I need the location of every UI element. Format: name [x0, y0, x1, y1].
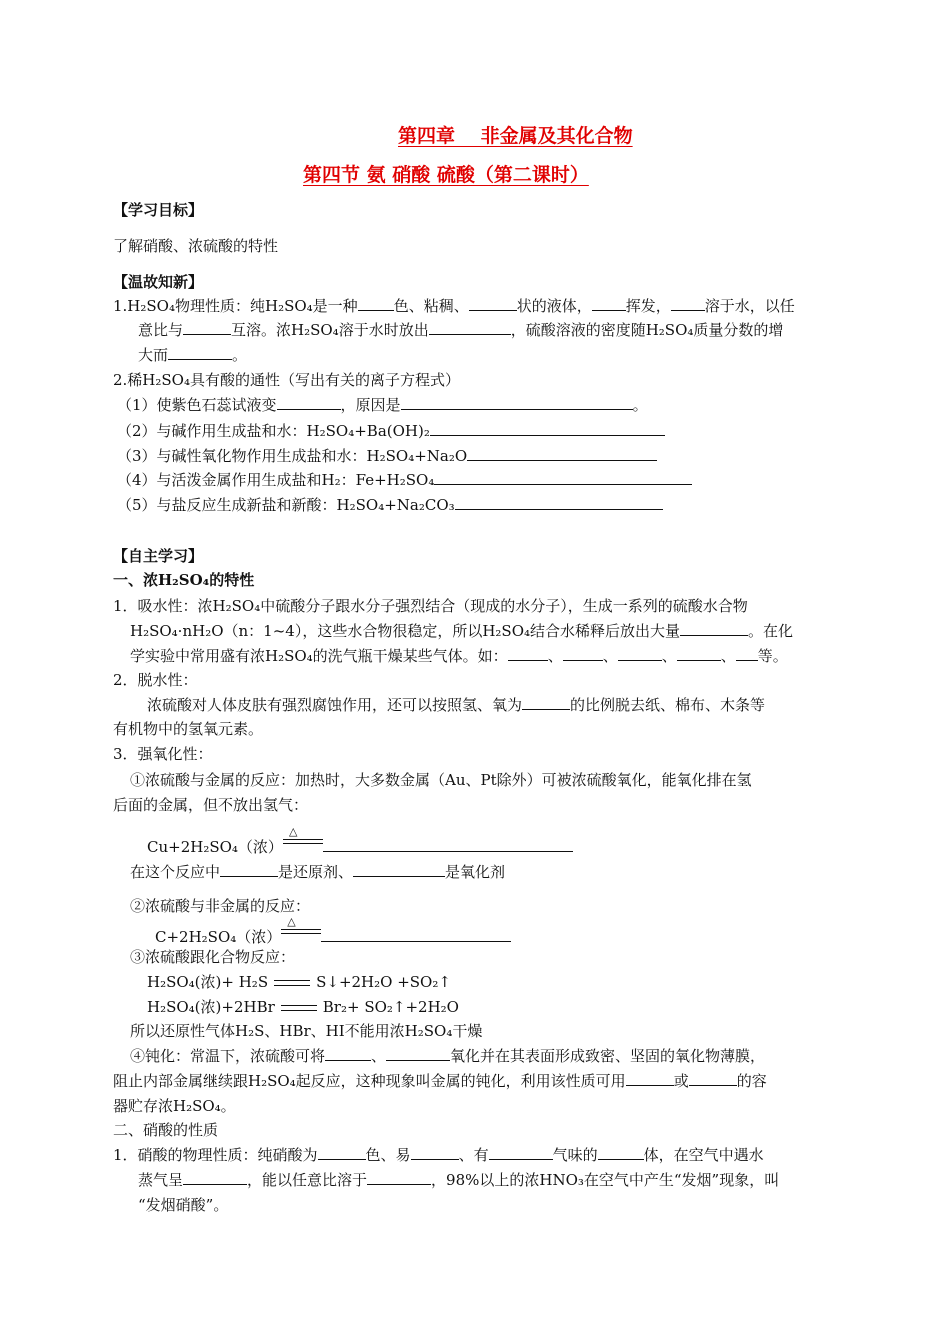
- part1-heading: 一、浓H₂SO₄的特性: [113, 571, 255, 589]
- review-q1-line1: 1.H₂SO₄物理性质：纯H₂SO₄是一种 色、粘稠、 状的液体， 挥发， 溶于水，以任: [113, 297, 795, 315]
- equals-sign: [274, 980, 310, 986]
- nonmetal-heading: ②浓硫酸与非金属的反应：: [130, 897, 311, 915]
- blank[interactable]: [183, 1170, 247, 1185]
- blank[interactable]: [367, 1170, 431, 1185]
- blank[interactable]: [469, 296, 517, 311]
- blank[interactable]: [563, 646, 603, 661]
- chapter-title: 第四章 非金属及其化合物: [398, 125, 633, 147]
- blank[interactable]: [220, 862, 278, 877]
- heat-condition-arrow: [281, 915, 321, 942]
- passivation-line2: 阻止内部金属继续跟H₂SO₄起反应，这种现象叫金属的钝化，利用该性质可用 或 的容: [113, 1072, 767, 1090]
- blank[interactable]: [508, 646, 548, 661]
- objectives-heading: 【学习目标】: [113, 201, 204, 219]
- oxidize-metal-line2: 后面的金属，但不放出氢气：: [113, 796, 309, 814]
- dehydrate-heading: 2．脱水性：: [113, 671, 198, 689]
- objectives-text: 了解硝酸、浓硫酸的特性: [113, 237, 279, 255]
- absorb-line3: 学实验中常用盛有浓H₂SO₄的洗气瓶干燥某些气体。如： 、 、 、 、 等。: [130, 647, 788, 665]
- nitric-line2: 蒸气呈 ，能以任意比溶于 ，98%以上的浓HNO₃在空气中产生“发烟”现象，叫: [138, 1171, 780, 1189]
- blank[interactable]: [455, 495, 663, 510]
- blank[interactable]: [677, 646, 721, 661]
- nitric-line3: “发烟硝酸”。: [138, 1196, 229, 1214]
- c-equation: C+2H₂SO₄（浓） △: [155, 922, 511, 947]
- absorb-line1: 1．吸水性：浓H₂SO₄中硫酸分子跟水分子强烈结合（现成的水分子），生成一系列的硫酸水合物: [113, 597, 748, 615]
- blank[interactable]: [429, 320, 511, 335]
- blank[interactable]: [318, 1145, 366, 1160]
- blank[interactable]: [358, 296, 394, 311]
- blank[interactable]: [323, 837, 573, 852]
- passivation-line3: 器贮存浓H₂SO₄。: [113, 1097, 236, 1115]
- review-q2-item5: （5）与盐反应生成新盐和新酸：H₂SO₄+Na₂CO₃: [117, 495, 663, 515]
- blank[interactable]: [386, 1046, 450, 1061]
- review-q2-item3: （3）与碱性氧化物作用生成盐和水：H₂SO₄+Na₂O: [117, 446, 657, 466]
- blank[interactable]: [598, 1145, 644, 1160]
- review-q2-item4: （4）与活泼金属作用生成盐和H₂：Fe+H₂SO₄: [117, 470, 692, 490]
- blank[interactable]: [321, 927, 511, 942]
- compound-heading: ③浓硫酸跟化合物反应：: [130, 948, 296, 966]
- review-q2-item2: （2）与碱作用生成盐和水：H₂SO₄+Ba(OH)₂: [117, 421, 665, 441]
- review-q2-intro: 2.稀H₂SO₄具有酸的通性（写出有关的离子方程式）: [113, 371, 460, 389]
- heat-symbol: △: [288, 825, 298, 838]
- heat-symbol: △: [287, 915, 296, 928]
- blank[interactable]: [626, 1071, 674, 1086]
- blank[interactable]: [618, 646, 662, 661]
- heat-condition-arrow: [283, 825, 323, 852]
- oxidize-metal-line1: ①浓硫酸与金属的反应：加热时，大多数金属（Au、Pt除外）可被浓硫酸氧化，能氧化排在氢: [130, 771, 752, 789]
- blank[interactable]: [680, 621, 748, 636]
- blank[interactable]: [489, 1145, 553, 1160]
- dehydrate-line1: 浓硫酸对人体皮肤有强烈腐蚀作用，还可以按照氢、氧为 的比例脱去纸、棉布、木条等: [147, 696, 766, 714]
- blank[interactable]: [353, 862, 445, 877]
- review-heading: 【温故知新】: [113, 273, 204, 291]
- blank[interactable]: [522, 695, 570, 710]
- reaction-h2s: H₂SO₄(浓)+ H₂S S↓+2H₂O +SO₂↑: [147, 973, 451, 991]
- blank[interactable]: [671, 296, 705, 311]
- blank[interactable]: [168, 345, 232, 360]
- blank[interactable]: [467, 446, 657, 461]
- self-study-heading: 【自主学习】: [113, 547, 204, 565]
- absorb-line2: H₂SO₄·nH₂O（n：1~4），这些水合物很稳定，所以H₂SO₄结合水稀释后放出大量 。在化: [130, 622, 794, 640]
- blank[interactable]: [183, 320, 231, 335]
- review-q2-item1: （1）使紫色石蕊试液变 ，原因是 。: [117, 396, 648, 414]
- cu-equation: Cu+2H₂SO₄（浓） △: [147, 832, 573, 857]
- reducing-gas-conclusion: 所以还原性气体H₂S、HBr、HI不能用浓H₂SO₄干燥: [130, 1022, 483, 1040]
- blank[interactable]: [689, 1071, 737, 1086]
- review-q1-line2: 意比与 互溶。浓H₂SO₄溶于水时放出 ，硫酸溶液的密度随H₂SO₄质量分数的增: [138, 321, 784, 339]
- part2-heading: 二、硝酸的性质: [113, 1121, 219, 1139]
- blank[interactable]: [434, 470, 692, 485]
- equals-sign: [281, 1005, 317, 1011]
- reaction-hbr: H₂SO₄(浓)+2HBr Br₂+ SO₂↑+2H₂O: [147, 998, 459, 1016]
- oxidize-heading: 3．强氧化性：: [113, 745, 213, 763]
- blank[interactable]: [411, 1145, 459, 1160]
- blank[interactable]: [736, 646, 758, 661]
- nitric-line1: 1．硝酸的物理性质：纯硝酸为 色、易 、有 气味的 体，在空气中遇水: [113, 1146, 764, 1164]
- blank[interactable]: [401, 395, 633, 410]
- blank[interactable]: [430, 421, 665, 436]
- review-q1-line3: 大而 。: [138, 346, 248, 364]
- blank[interactable]: [325, 1046, 371, 1061]
- cu-question: 在这个反应中 是还原剂、 是氧化剂: [130, 863, 506, 881]
- section-title: 第四节 氨 硝酸 硫酸（第二课时）: [303, 164, 589, 186]
- blank[interactable]: [592, 296, 626, 311]
- dehydrate-line2: 有机物中的氢氧元素。: [113, 720, 264, 738]
- blank[interactable]: [277, 395, 341, 410]
- passivation-line1: ④钝化：常温下，浓硫酸可将 、 氧化并在其表面形成致密、坚固的氧化物薄膜，: [130, 1047, 766, 1065]
